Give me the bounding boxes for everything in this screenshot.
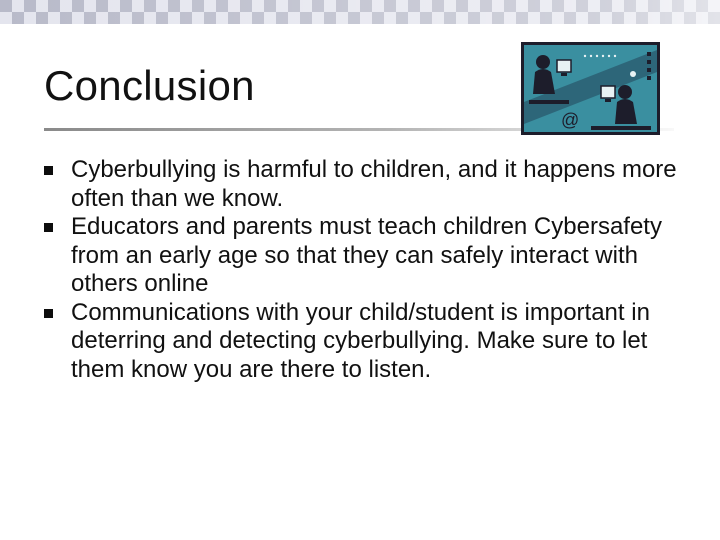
bullet-list <box>44 156 684 384</box>
at-symbol: @ <box>561 110 580 130</box>
checker-pattern <box>0 0 720 24</box>
bullet-item <box>44 213 684 299</box>
people-at-computers-clipart <box>521 42 660 135</box>
top-checker-band <box>0 0 720 24</box>
slide-title: Conclusion <box>44 62 255 109</box>
square-bullet-icon <box>44 309 53 318</box>
bullet-text: Cyberbullying is harmful to children, and it happens more often than we know. <box>71 156 677 212</box>
square-bullet-icon <box>44 166 53 175</box>
bullet-text: Educators and parents must teach children Cybersafety from an early age so that they can safely interact with others online <box>71 213 662 297</box>
square-bullet-icon <box>44 223 53 232</box>
bullet-text: Communications with your child/student is important in deterring and detecting cyberbullying. Make sure to let them know you are there to listen. <box>71 298 650 383</box>
bullet-item <box>44 299 684 385</box>
bullet-item <box>44 156 684 213</box>
